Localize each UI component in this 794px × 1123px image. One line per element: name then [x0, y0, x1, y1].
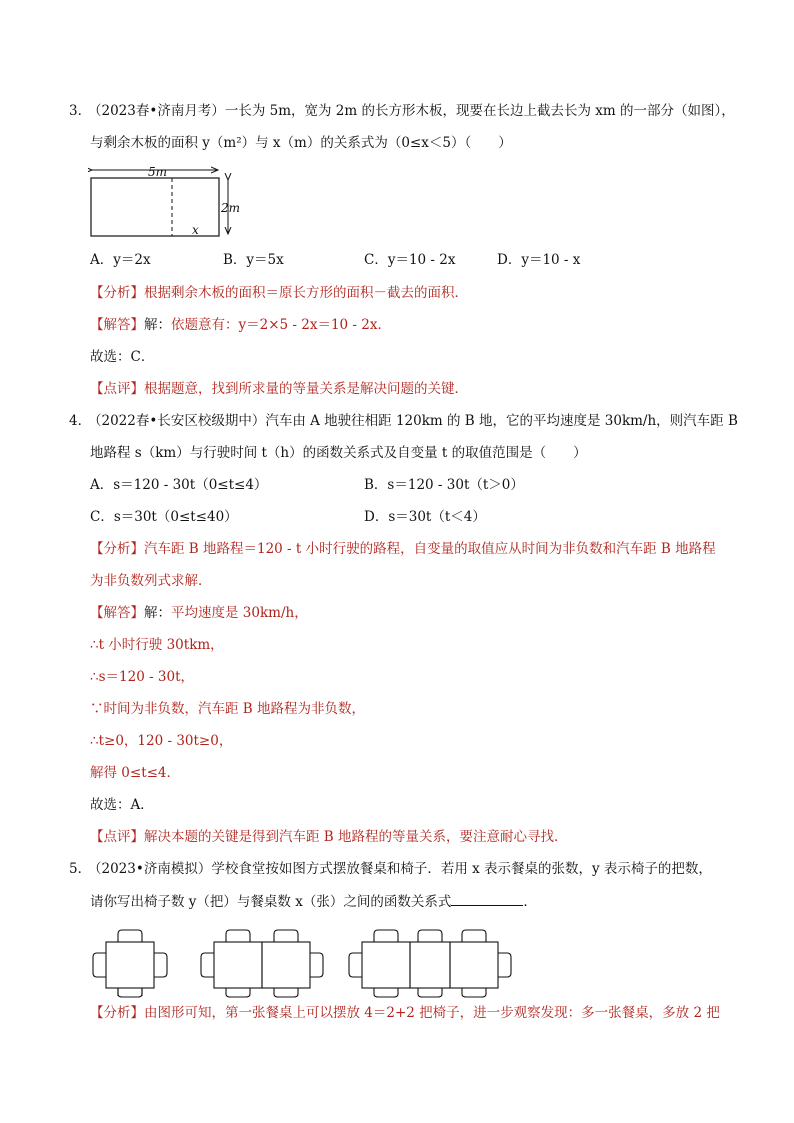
q4-step-4: ∴t≥0，120 - 30t≥0， [90, 733, 233, 749]
q3-line2: 与剩余木板的面积 y（m²）与 x（m）的关系式为（0≤x＜5）（ ） [90, 135, 512, 151]
q5-tables-figure [88, 928, 538, 998]
q5-line2: 请你写出椅子数 y（把）与餐桌数 x（张）之间的函数关系式 ． [90, 891, 537, 912]
q4-choice-d: D．s＝30t（t＜4） [364, 509, 486, 525]
q4-step-5: 解得 0≤t≤4． [90, 765, 181, 781]
q3-figure-length-label: 5m [148, 165, 168, 179]
q3-figure-width-label: 2m [221, 201, 241, 215]
q4-step-1: ∴t 小时行驶 30tkm， [90, 637, 224, 653]
q5-number: 5． [69, 861, 92, 877]
q5-line1: （2023•济南模拟）学校食堂按如图方式摆放餐桌和椅子．若用 x 表示餐桌的张数，y 表示椅子的把数， [88, 861, 712, 877]
q5-answer-blank [451, 891, 523, 906]
q4-choice-b: B．s＝120 - 30t（t＞0） [364, 477, 524, 493]
q4-choice-c: C．s＝30t（0≤t≤40） [90, 509, 238, 525]
q3-choice-c: C．y＝10 - 2x [364, 252, 456, 268]
q4-line1: （2022春•长安区校级期中）汽车由 A 地驶往相距 120km 的 B 地，它的平均速度是 30km/h，则汽车距 B [88, 413, 738, 429]
q5-analysis: 【分析】由图形可知，第一张餐桌上可以摆放 4＝2+2 把椅子，进一步观察发现：多一张餐桌，多放 2 把 [90, 1005, 720, 1021]
q4-analysis-line1: 【分析】汽车距 B 地路程＝120 - t 小时行驶的路程，自变量的取值应从时间为非负数和汽车距 B 地路程 [90, 541, 716, 557]
q4-solution: 【解答】解：平均速度是 30km/h， [90, 605, 308, 621]
q4-number: 4． [69, 413, 92, 429]
q3-solution: 【解答】解：依题意有：y＝2×5 - 2x＝10 - 2x． [90, 317, 391, 333]
q4-line2: 地路程 s（km）与行驶时间 t（h）的函数关系式及自变量 t 的取值范围是（ ） [90, 445, 587, 461]
q4-step-2: ∴s＝120 - 30t， [90, 669, 195, 685]
q3-figure-cut-label: x [192, 223, 199, 237]
q4-analysis-line2: 为非负数列式求解． [90, 573, 212, 589]
q3-number: 3． [69, 103, 92, 119]
q3-choose: 故选：C． [90, 349, 155, 365]
q4-step-3: ∵时间为非负数，汽车距 B 地路程为非负数， [90, 701, 366, 717]
q4-choose: 故选：A． [90, 797, 154, 813]
q3-choice-a: A．y＝2x [90, 252, 151, 268]
q3-analysis: 【分析】根据剩余木板的面积＝原长方形的面积－截去的面积． [90, 285, 468, 301]
q3-line1: （2023春•济南月考）一长为 5m，宽为 2m 的长方形木板，现要在长边上截去长为 xm 的一部分（如图）， [88, 103, 735, 119]
q3-choice-b: B．y＝5x [223, 252, 284, 268]
q3-comment: 【点评】根据题意，找到所求量的等量关系是解决问题的关键． [90, 381, 468, 397]
q3-choice-d: D．y＝10 - x [497, 252, 581, 268]
q4-comment: 【点评】解决本题的关键是得到汽车距 B 地路程的等量关系，要注意耐心寻找． [90, 829, 568, 845]
q4-choice-a: A．s＝120 - 30t（0≤t≤4） [90, 477, 268, 493]
